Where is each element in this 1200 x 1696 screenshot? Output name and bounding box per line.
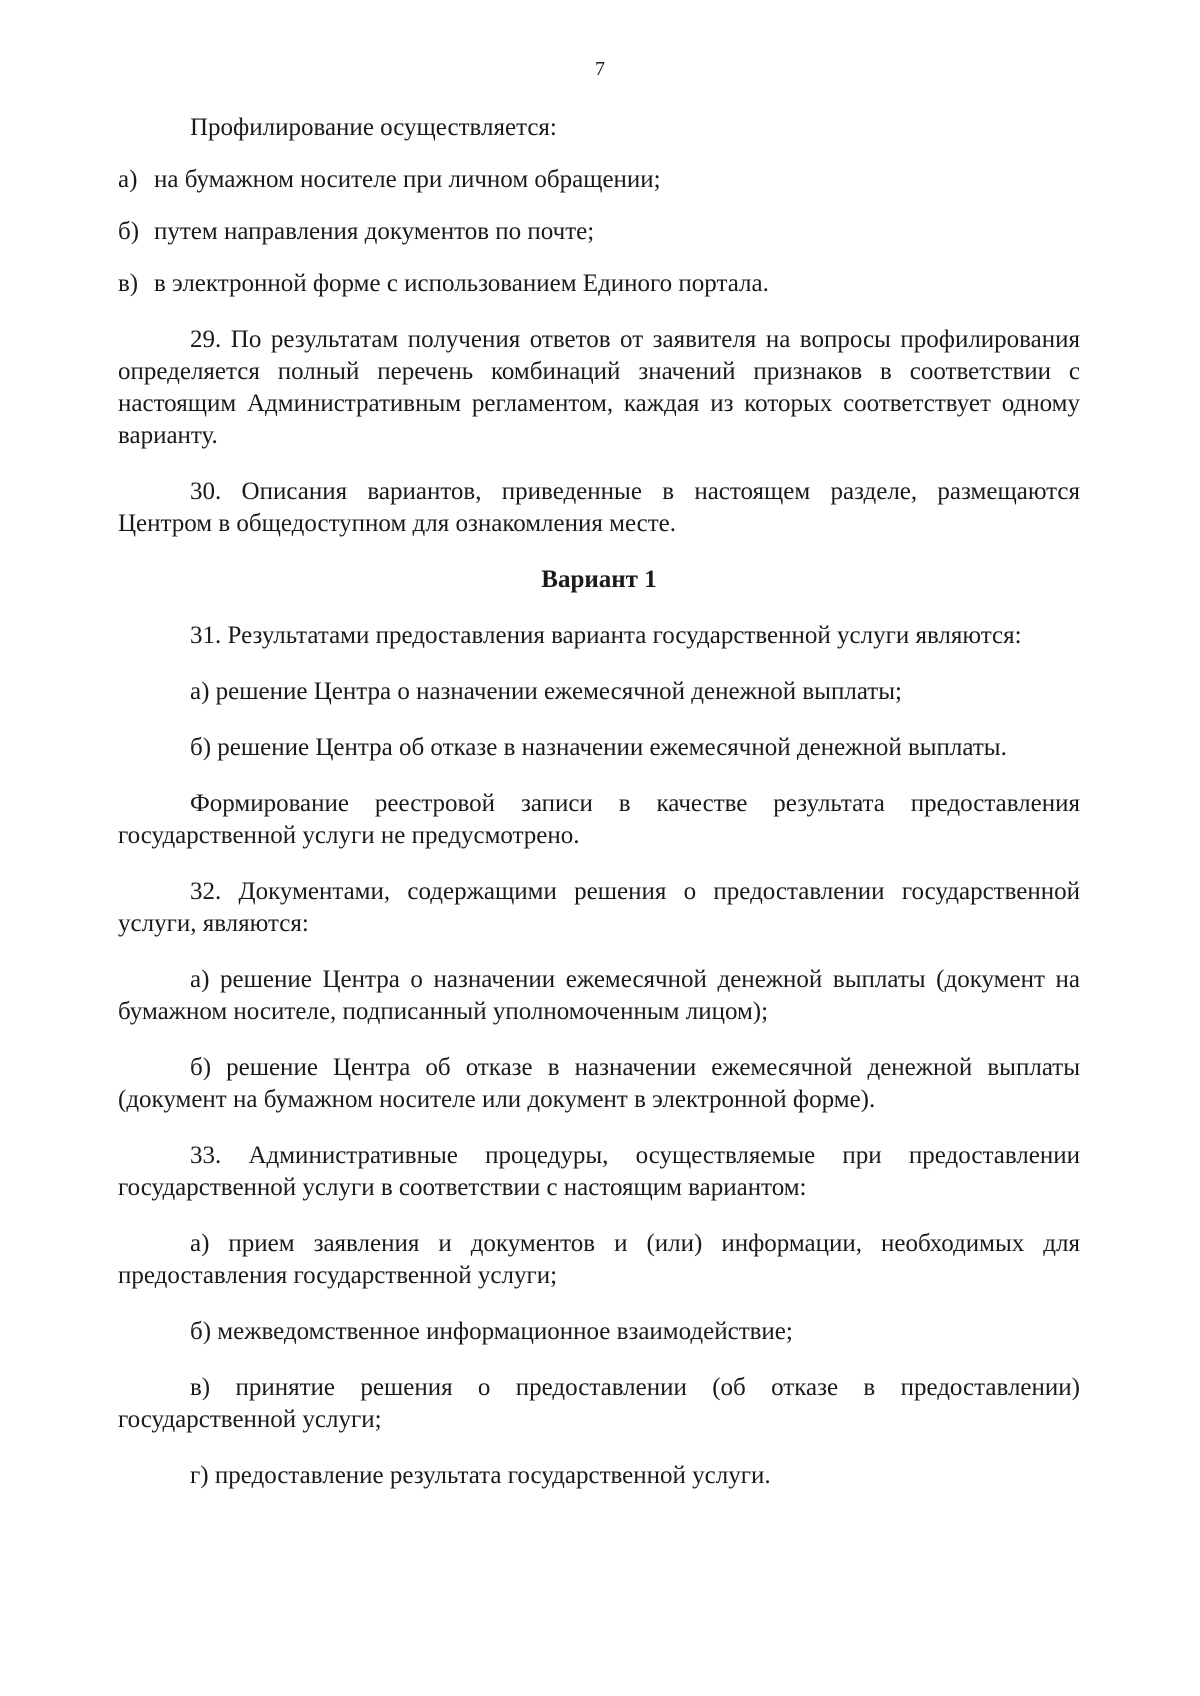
variant-heading: Вариант 1 [541, 566, 657, 593]
profiling-item-a [118, 164, 1080, 196]
profiling-item-a-marker: а) [118, 166, 138, 193]
p33-item-a: а) прием заявления и документов и (или) информации, необходимых для предоставления государственной услуги; [118, 1230, 1080, 1289]
paragraph-31: 31. Результатами предоставления варианта государственной услуги являются: [190, 622, 1022, 649]
profiling-item-b [118, 216, 1080, 248]
p32-item-b: б) решение Центра об отказе в назначении ежемесячной денежной выплаты (документ на бумажном носителе или документ в электронной форме). [118, 1054, 1080, 1113]
profiling-item-c-text: в электронной форме с использованием Единого портала. [154, 270, 769, 297]
profiling-lead: Профилирование осуществляется: [190, 114, 557, 141]
paragraph-29: 29. По результатам получения ответов от заявителя на вопросы профилирования определяется полный перечень комбинаций значений признаков в соответствии с настоящим Административным регламентом, каждая из которых соответствует одному варианту. [118, 326, 1080, 449]
profiling-item-b-marker: б) [118, 218, 140, 245]
document-body [118, 112, 1080, 1492]
p33-item-b: б) межведомственное информационное взаимодействие; [190, 1318, 793, 1345]
profiling-item-c-marker: в) [118, 270, 139, 297]
p33-item-c: в) принятие решения о предоставлении (об отказе в предоставлении) государственной услуги; [118, 1374, 1080, 1433]
paragraph-33: 33. Административные процедуры, осуществляемые при предоставлении государственной услуги в соответствии с настоящим вариантом: [118, 1142, 1080, 1201]
profiling-item-b-text: путем направления документов по почте; [154, 218, 595, 245]
registry-note: Формирование реестровой записи в качестве результата предоставления государственной услуги не предусмотрено. [118, 790, 1080, 849]
paragraph-30: 30. Описания вариантов, приведенные в настоящем разделе, размещаются Центром в общедоступном для ознакомления месте. [118, 478, 1080, 537]
p31-item-b: б) решение Центра об отказе в назначении ежемесячной денежной выплаты. [190, 734, 1007, 761]
paragraph-32: 32. Документами, содержащими решения о предоставлении государственной услуги, являются: [118, 878, 1080, 937]
page-number: 7 [595, 58, 605, 80]
profiling-item-a-text: на бумажном носителе при личном обращении; [154, 166, 661, 193]
p33-item-d: г) предоставление результата государственной услуги. [190, 1462, 771, 1489]
profiling-item-c [118, 268, 1080, 300]
p31-item-a: а) решение Центра о назначении ежемесячной денежной выплаты; [190, 678, 902, 705]
p32-item-a: а) решение Центра о назначении ежемесячной денежной выплаты (документ на бумажном носителе, подписанный уполномоченным лицом); [118, 966, 1080, 1025]
